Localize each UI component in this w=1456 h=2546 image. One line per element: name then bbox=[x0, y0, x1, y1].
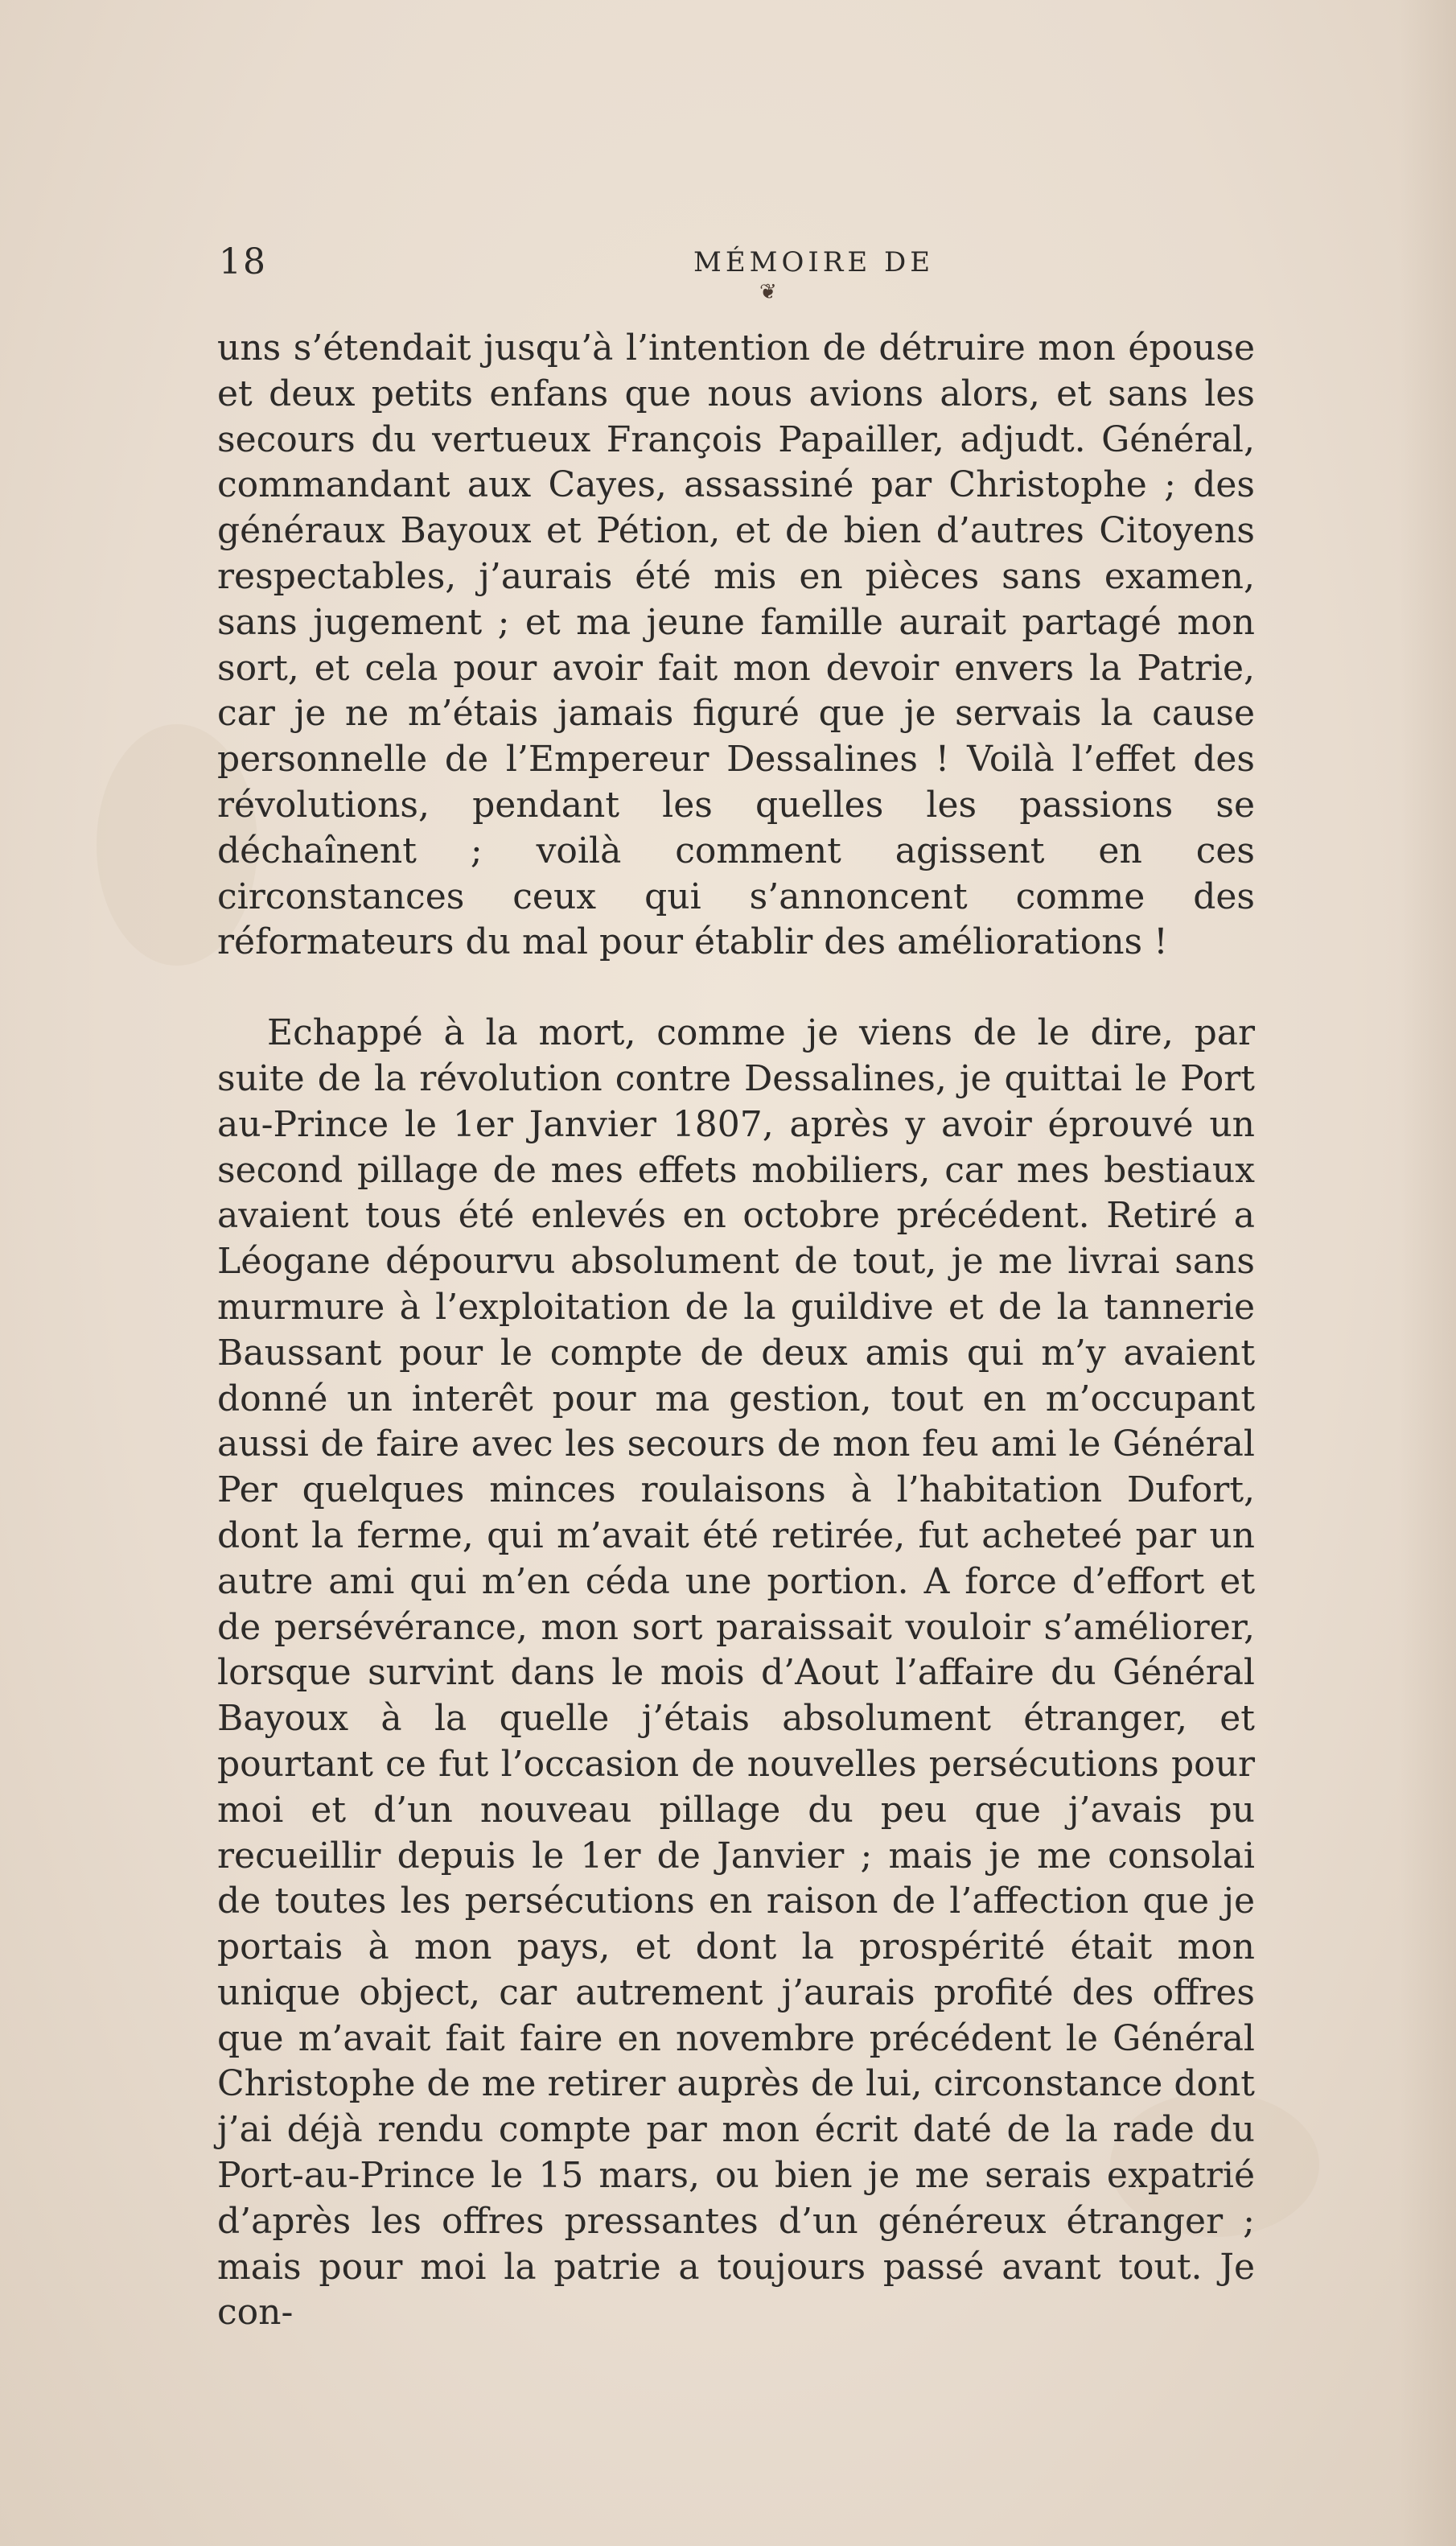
body-text bbox=[217, 326, 1255, 2336]
page-number: 18 bbox=[219, 241, 267, 282]
paragraph-2: Echappé à la mort, comme je viens de le dire, par suite de la révolution contre Dessalines, je quittai le Port au-Prince le 1er Janvier 1807, après y avoir éprouvé un second pillage de mes effets mobiliers, car mes bestiaux avaient tous été enlevés en octobre précédent. Retiré a Léogane dépourvu absolument de tout, je me livrai sans murmure à l’exploitation de la guildive et de la tannerie Baussant pour le compte de deux amis qui m’y avaient donné un interêt pour ma gestion, tout en m’occupant aussi de faire avec les secours de mon feu ami le Général Per quelques minces roulaisons à l’habitation Dufort, dont la ferme, qui m’avait été retirée, fut acheteé par un autre ami qui m’en céda une portion. A force d’effort et de persévérance, mon sort paraissait vouloir s’améliorer, lorsque survint dans le mois d’Aout l’affaire du Général Bayoux à la quelle j’étais absolument étranger, et pourtant ce fut l’occasion de nouvelles persécutions pour moi et d’un nouveau pillage du peu que j’avais pu recueillir depuis le 1er de Janvier ; mais je me consolai de toutes les persécutions en raison de l’affection que je portais à mon pays, et dont la prospérité était mon unique object, car autrement j’aurais profité des offres que m’avait fait faire en novembre précédent le Général Christophe de me retirer auprès de lui, circonstance dont j’ai déjà rendu compte par mon écrit daté de la rade du Port-au-Prince le 15 mars, ou bien je me serais expatrié d’après les offres pressantes d’un généreux étranger ; mais pour moi la patrie a toujours passé avant tout. Je con- bbox=[217, 1012, 1255, 2334]
page-edge-shadow bbox=[1400, 0, 1456, 2546]
running-title: MÉMOIRE DE bbox=[693, 246, 935, 278]
ornament-icon: ❦ bbox=[759, 280, 777, 304]
page-header bbox=[219, 241, 1253, 304]
paragraph-1: uns s’étendait jusqu’à l’intention de détruire mon épouse et deux petits enfans que nous avions alors, et sans les secours du vertueux François Papailler, adjudt. Général, commandant aux Cayes, assassiné par Christophe ; des généraux Bayoux et Pétion, et de bien d’autres Citoyens respectables, j’aurais été mis en pièces sans examen, sans jugement ; et ma jeune famille aurait partagé mon sort, et cela pour avoir fait mon devoir envers la Patrie, car je ne m’étais jamais figuré que je servais la cause personnelle de l’Empereur Dessalines ! Voilà l’effet des révolutions, pendant les quelles les passions se déchaînent ; voilà comment agissent en ces circonstances ceux qui s’annoncent comme des réformateurs du mal pour établir des améliorations ! bbox=[217, 328, 1255, 963]
